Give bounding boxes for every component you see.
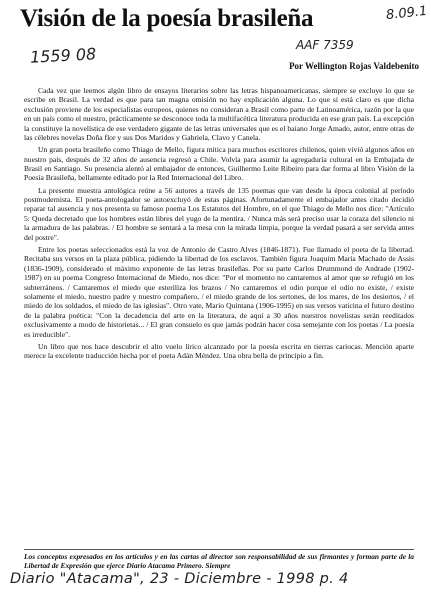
handwritten-source: Diario "Atacama", 23 - Diciembre - 1998 p. 4 — [10, 571, 349, 587]
disclaimer-note: Los conceptos expresados en los artículos y en las cartas al director son responsabilidad de sus firmantes y forman parte de la Libertad de Expresión que ejerce Diario Atacama Primero. Siempre — [24, 549, 414, 570]
handwritten-date: 8.09.1 — [385, 3, 429, 24]
paragraph: La presente muestra antológica reúne a 56 autores a través de 135 poemas que van desde la época colonial al período postmodernista. El poeta-antologador se autoexcluyó de estas páginas. Afortunadamente el embajador antes citado decidió reparar tal ausencia y nos presenta su famoso poema Los Estatutos del Hombre, en el que Thiago de Mello nos dice: "Artículo 5: Queda decretado que los hombres están libres del yugo de la mentira. / Nunca más será preciso usar la coraza del silencio ni la armadura de las palabras. / El hombre se sentará a la mesa con la mirada limpia, porque la verdad pasará a ser servida antes del postre". — [24, 185, 414, 242]
handwritten-reference: 1559 08 — [29, 44, 97, 67]
article-body — [24, 86, 414, 363]
article-byline: Por Wellington Rojas Valdebenito — [289, 61, 419, 71]
paragraph: Un gran poeta brasileño como Thiago de Mello, figura mítica para muchos escritores chilenos, quien vivió algunos años en nuestro país, después de 32 años de ausencia regresó a Chile. Volvía para asumir la agregaduría cultural en la Embajada de Brasil en Santiago. Su presencia alentó al embajador de entonces, Guilhermo Leite Ribeiro para dar forma al libro Visión de la Poesía Brasileña, bellamente editado por la Red Internacional del Libro. — [24, 145, 414, 183]
article-title: Visión de la poesía brasileña — [20, 5, 314, 32]
paragraph: Cada vez que leemos algún libro de ensayos literarios sobre las letras hispanoamericanas, siempre se excluye lo que se escribe en Brasil. La verdad es que para tan magna omisión no hay explicación alguna. Lo que sí está claro es que dicha exclusión proviene de los especialistas europeos, quienes no consideran a Brasil como parte de Latinoamérica, razón por la que en un país como el nuestro, prácticamente se desconoce toda la multifacética literatura producida en ese gran país. La excepción la constituye la novelística de ese verdadero gigante de las letras universales que es el baiano Jorge Amado, autor, entre otras de las célebres novelas Doña flor y sus Dos Maridos y Gabriela, Clavo y Canela. — [24, 86, 414, 143]
paragraph: Entre los poetas seleccionados está la voz de Antonio de Castro Alves (1846-1871). Fue llamado el poeta de la libertad. Recitaba sus versos en la plaza pública, pidiendo la libertad de los esclavos. También figura Joaquim María Machado de Assis (1836-1909), considerado el máximo exponente de las letras brasileñas. Por su parte Carlos Drummond de Andrade (1902-1987) en su poema Congreso Internacional de Miedo, nos dice: "Por el momento no cantaremos al amor que se refugió en los subterráneos. / Cantaremos el miedo que esteriliza los brazos / No cantaremos el odio porque el odio no existe, / existe solamente el miedo, nuestro padre y nuestro compañero, / el miedo grande de los sertones, de los mares, de los desiertos, / el miedo de los soldados, el miedo de las iglesias". Otro vate, Mario Quintana (1906-1995) en sus versos vaticina el futuro destino de la palabra poética: "Con la decadencia del arte en la literatura, de aquí a 30 años nuestros novelistas serán reeditados exclusivamente a modo de historietas... / El gran consuelo es que jamás podrán hacer cosa semejante con los poetas / La poesía es irreducible". — [24, 244, 414, 339]
handwritten-code: AAF 7359 — [296, 38, 354, 52]
paragraph: Un libro que nos hace descubrir el alto vuelo lírico alcanzado por la poesía escrita en tierras cariocas. Mención aparte merece la excelente traducción hecha por el poeta Adán Méndez. Una obra bella de principio a fin. — [24, 341, 414, 361]
